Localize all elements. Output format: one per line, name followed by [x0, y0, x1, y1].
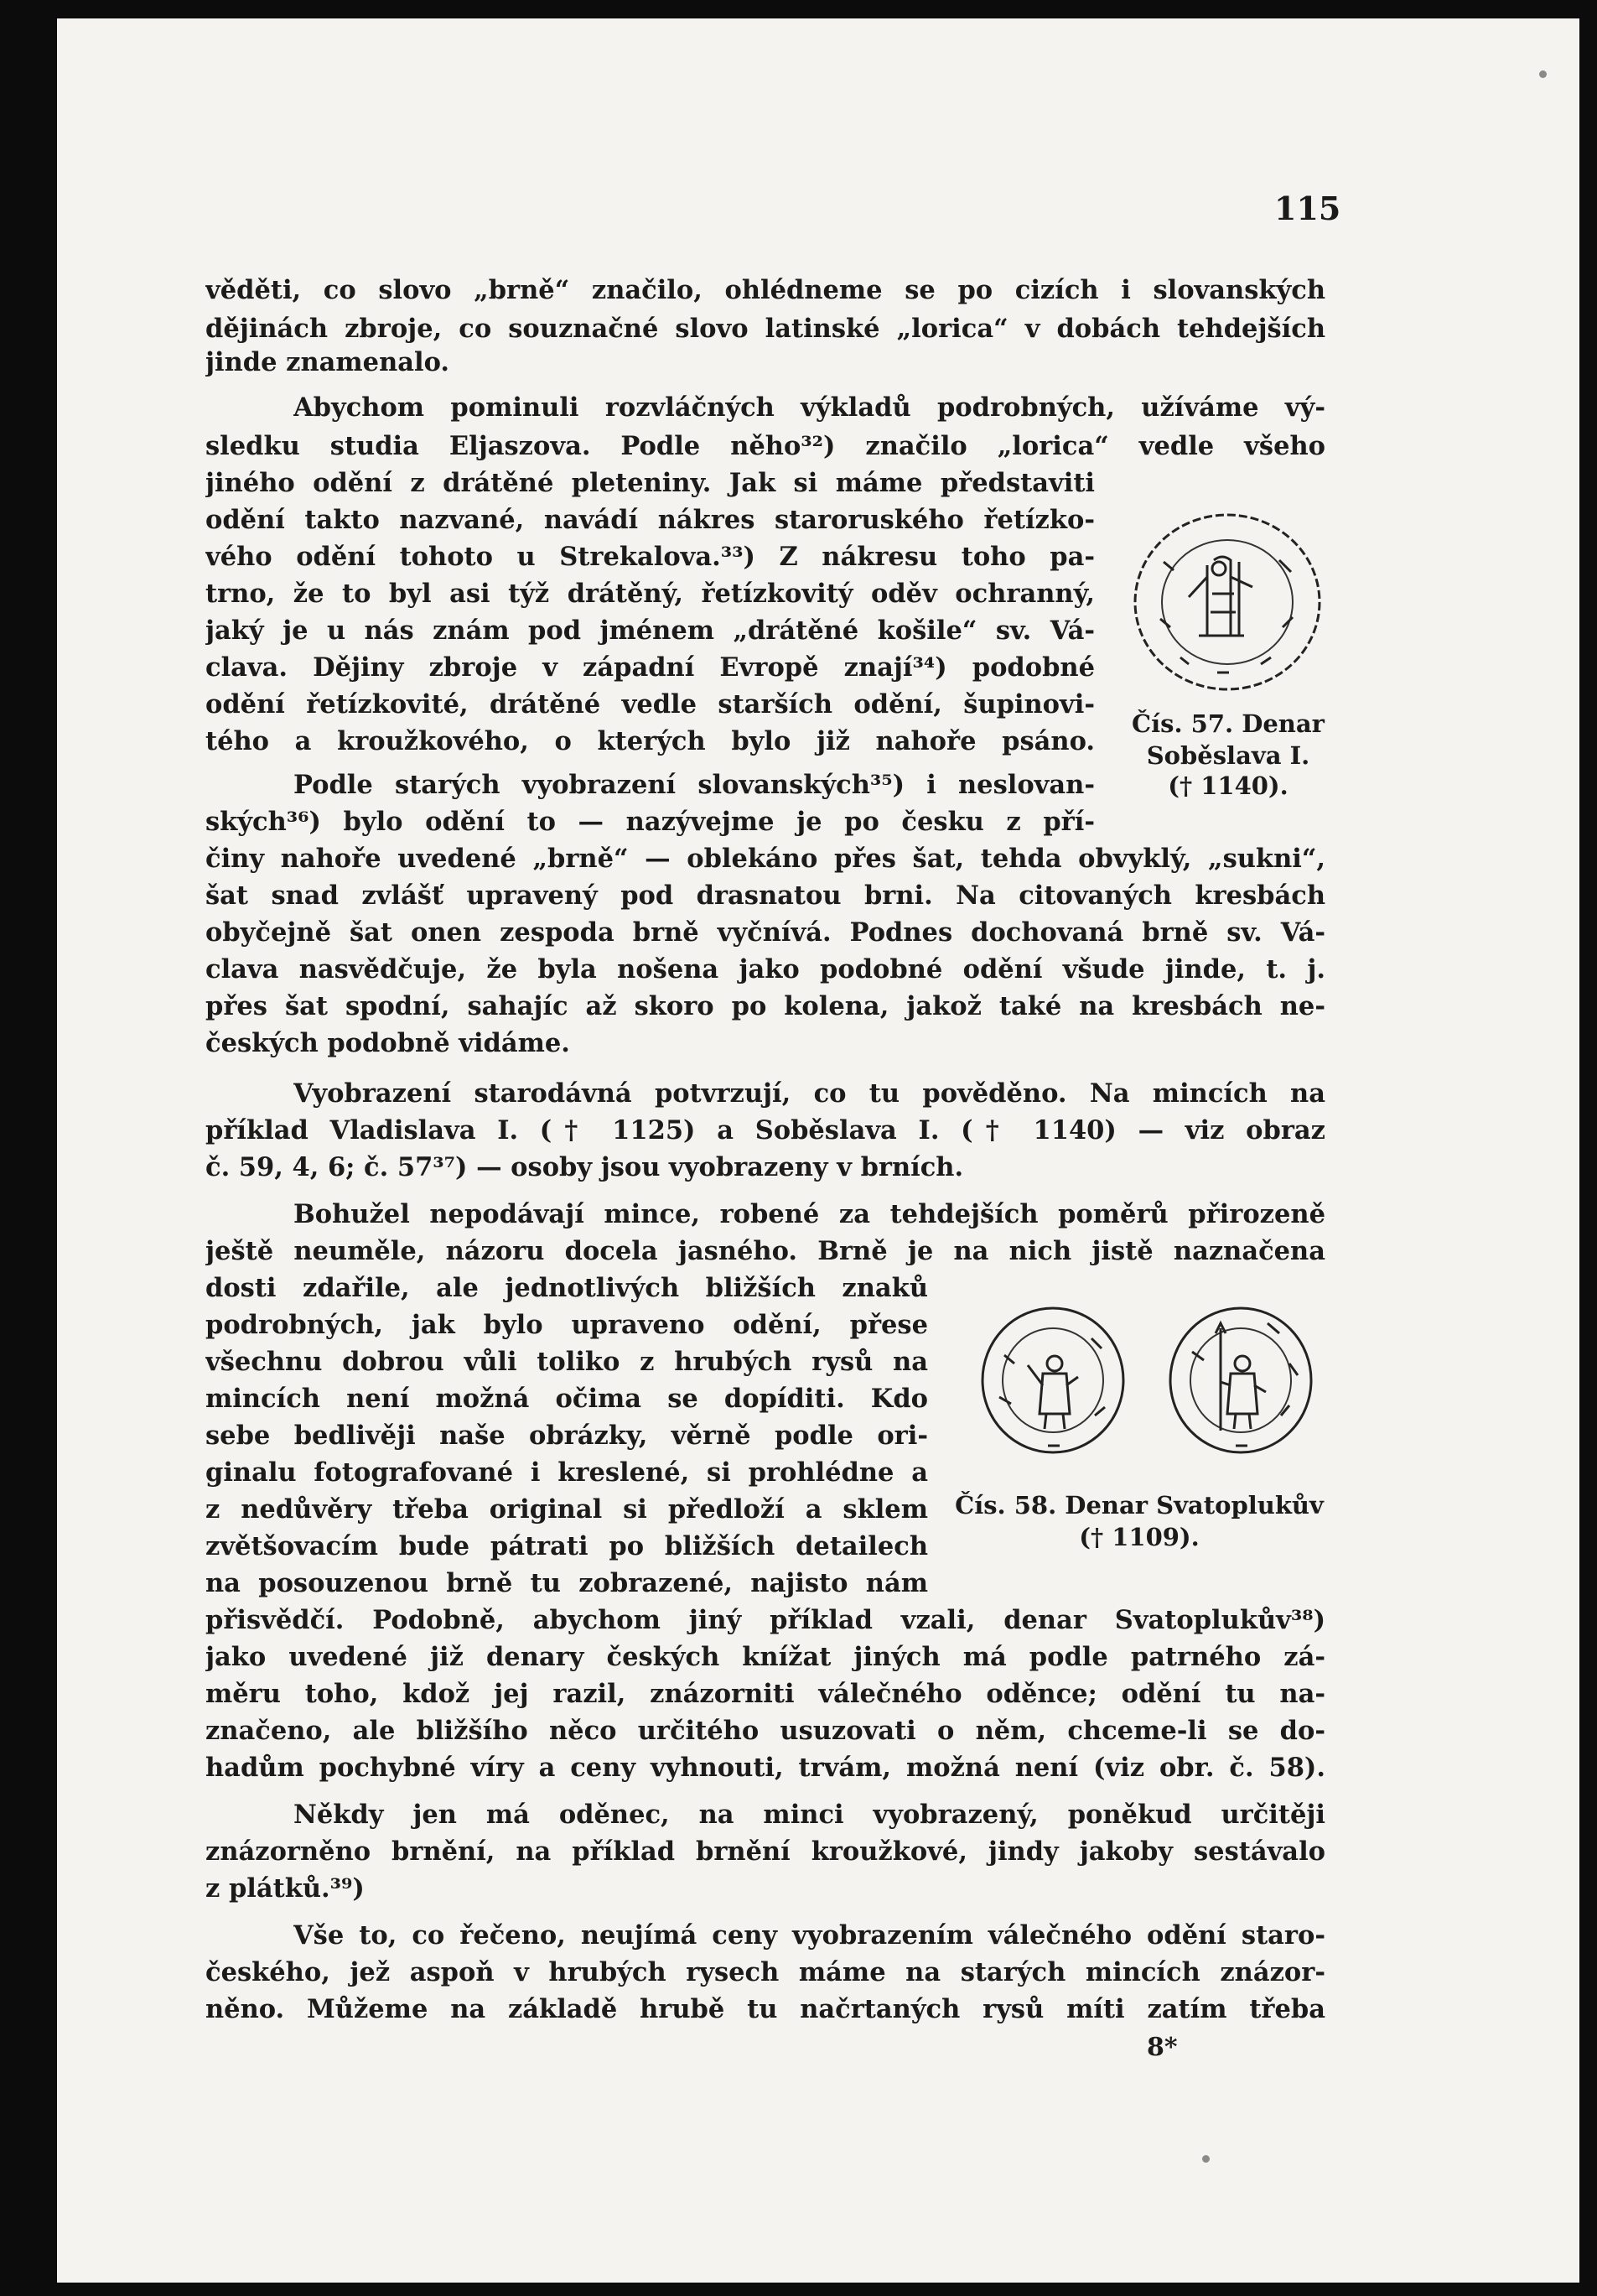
coin-figure-58-obverse [979, 1305, 1127, 1456]
text-line: tého a kroužkového, o kterých bylo již nahoře psáno. [205, 726, 1095, 756]
speck [1539, 70, 1547, 78]
text-line: něno. Můžeme na základě hrubě tu načrtaných rysů míti zatím třeba [205, 1994, 1325, 2024]
coin-figure-57 [1130, 510, 1325, 694]
text-line: z nedůvěry třeba original si předloží a sklem [205, 1494, 928, 1525]
text-line: č. 59, 4, 6; č. 57³⁷) — osoby jsou vyobrazeny v brních. [205, 1152, 964, 1182]
text-line: dosti zdařile, ale jednotlivých bližších znaků [205, 1273, 928, 1303]
text-line: přisvědčí. Podobně, abychom jiný příklad vzali, denar Svatoplukův³⁸) [205, 1605, 1325, 1635]
text-line: na posouzenou brně tu zobrazené, najisto nám [205, 1568, 928, 1598]
text-line: Abychom pominuli rozvláčných výkladů podrobných, užíváme vý- [293, 392, 1325, 423]
text-line: podrobných, jak bylo upraveno odění, přese [205, 1310, 928, 1340]
text-line: sledku studia Eljaszova. Podle něho³²) značilo „lorica“ vedle všeho [205, 431, 1325, 461]
text-line: značeno, ale bližšího něco určitého usuzovati o něm, chceme-li se do- [205, 1716, 1325, 1746]
text-line: odění takto nazvané, navádí nákres staroruského řetízko- [205, 505, 1095, 535]
text-line: zvětšovacím bude pátrati po bližších detailech [205, 1531, 928, 1561]
signature-mark: 8* [1147, 2033, 1178, 2062]
text-line: hadům pochybné víry a ceny vyhnouti, trvám, možná není (viz obr. č. 58). [205, 1753, 1325, 1783]
text-line: znázorněno brnění, na příklad brnění kroužkové, jindy jakoby sestávalo [205, 1836, 1325, 1867]
text-line: Podle starých vyobrazení slovanských³⁵) i neslovan- [293, 770, 1095, 800]
text-line: ještě neuměle, názoru docela jasného. Brně je na nich jistě naznačena [205, 1236, 1325, 1266]
text-line: clava. Dějiny zbroje v západní Evropě znají³⁴) podobné [205, 652, 1095, 683]
text-line: mincích není možná očima se dopíditi. Kdo [205, 1384, 928, 1414]
text-line: odění řetízkovité, drátěné vedle starších odění, šupinovi- [205, 689, 1095, 719]
text-line: Vše to, co řečeno, neujímá ceny vyobrazením válečného odění staro- [293, 1920, 1325, 1951]
figure-58-caption-2: († 1109). [1079, 1523, 1200, 1551]
text-line: vého odění tohoto u Strekalova.³³) Z nákresu toho pa- [205, 542, 1095, 572]
text-line: jaký je u nás znám pod jménem „drátěné košile“ sv. Vá- [205, 616, 1095, 646]
text-line: jako uvedené již denary českých knížat jiných má podle patrného zá- [205, 1642, 1325, 1672]
text-line: šat snad zvlášť upravený pod drasnatou brni. Na citovaných kresbách [205, 880, 1325, 911]
coin-figure-58-reverse [1167, 1305, 1314, 1456]
text-line: činy nahoře uvedené „brně“ — oblekáno přes šat, tehda obvyklý, „sukni“, [205, 844, 1325, 874]
text-line: českého, jež aspoň v hrubých rysech máme na starých mincích znázor- [205, 1957, 1325, 1987]
text-line: clava nasvědčuje, že byla nošena jako podobné odění všude jinde, t. j. [205, 954, 1325, 984]
text-line: jiného odění z drátěné pleteniny. Jak si máme představiti [205, 468, 1095, 498]
text-line: měru toho, kdož jej razil, znázorniti válečného oděnce; odění tu na- [205, 1679, 1325, 1709]
speck [1202, 2155, 1210, 2163]
page-number: 115 [1274, 190, 1341, 227]
text-line: jinde znamenalo. [205, 347, 450, 377]
text-line: z plátků.³⁹) [205, 1873, 365, 1904]
text-line: českých podobně vidáme. [205, 1028, 570, 1058]
text-line: sebe bedlivěji naše obrázky, věrně podle ori- [205, 1421, 928, 1451]
figure-57-caption-2: Soběslava I. [1146, 741, 1310, 770]
figure-58-caption-1: Čís. 58. Denar Svatoplukův [955, 1491, 1324, 1519]
text-line: trno, že to byl asi týž drátěný, řetízkovitý oděv ochranný, [205, 579, 1095, 609]
figure-57-caption-1: Čís. 57. Denar [1132, 709, 1325, 738]
text-line: dějinách zbroje, co souznačné slovo latinské „lorica“ v dobách tehdejších [205, 314, 1325, 344]
figure-57-caption-3: († 1140). [1168, 771, 1288, 800]
text-line: příklad Vladislava I. († 1125) a Soběslava I. († 1140) — viz obraz [205, 1115, 1325, 1145]
text-line: všechnu dobrou vůli toliko z hrubých rysů na [205, 1347, 928, 1377]
text-line: Bohužel nepodávají mince, robené za tehdejších poměrů přirozeně [293, 1199, 1325, 1229]
text-line: věděti, co slovo „brně“ značilo, ohlédneme se po cizích i slovanských [205, 275, 1325, 305]
text-line: přes šat spodní, sahajíc až skoro po kolena, jakož také na kresbách ne- [205, 991, 1325, 1021]
text-line: Vyobrazení starodávná potvrzují, co tu pověděno. Na mincích na [293, 1078, 1325, 1109]
text-line: ginalu fotografované i kreslené, si prohlédne a [205, 1457, 928, 1488]
text-line: obyčejně šat onen zespoda brně vyčnívá. Podnes dochovaná brně sv. Vá- [205, 917, 1325, 948]
text-line: Někdy jen má oděnec, na minci vyobrazený, poněkud určitěji [293, 1800, 1325, 1830]
text-line: ských³⁶) bylo odění to — nazývejme je po česku z pří- [205, 807, 1095, 837]
